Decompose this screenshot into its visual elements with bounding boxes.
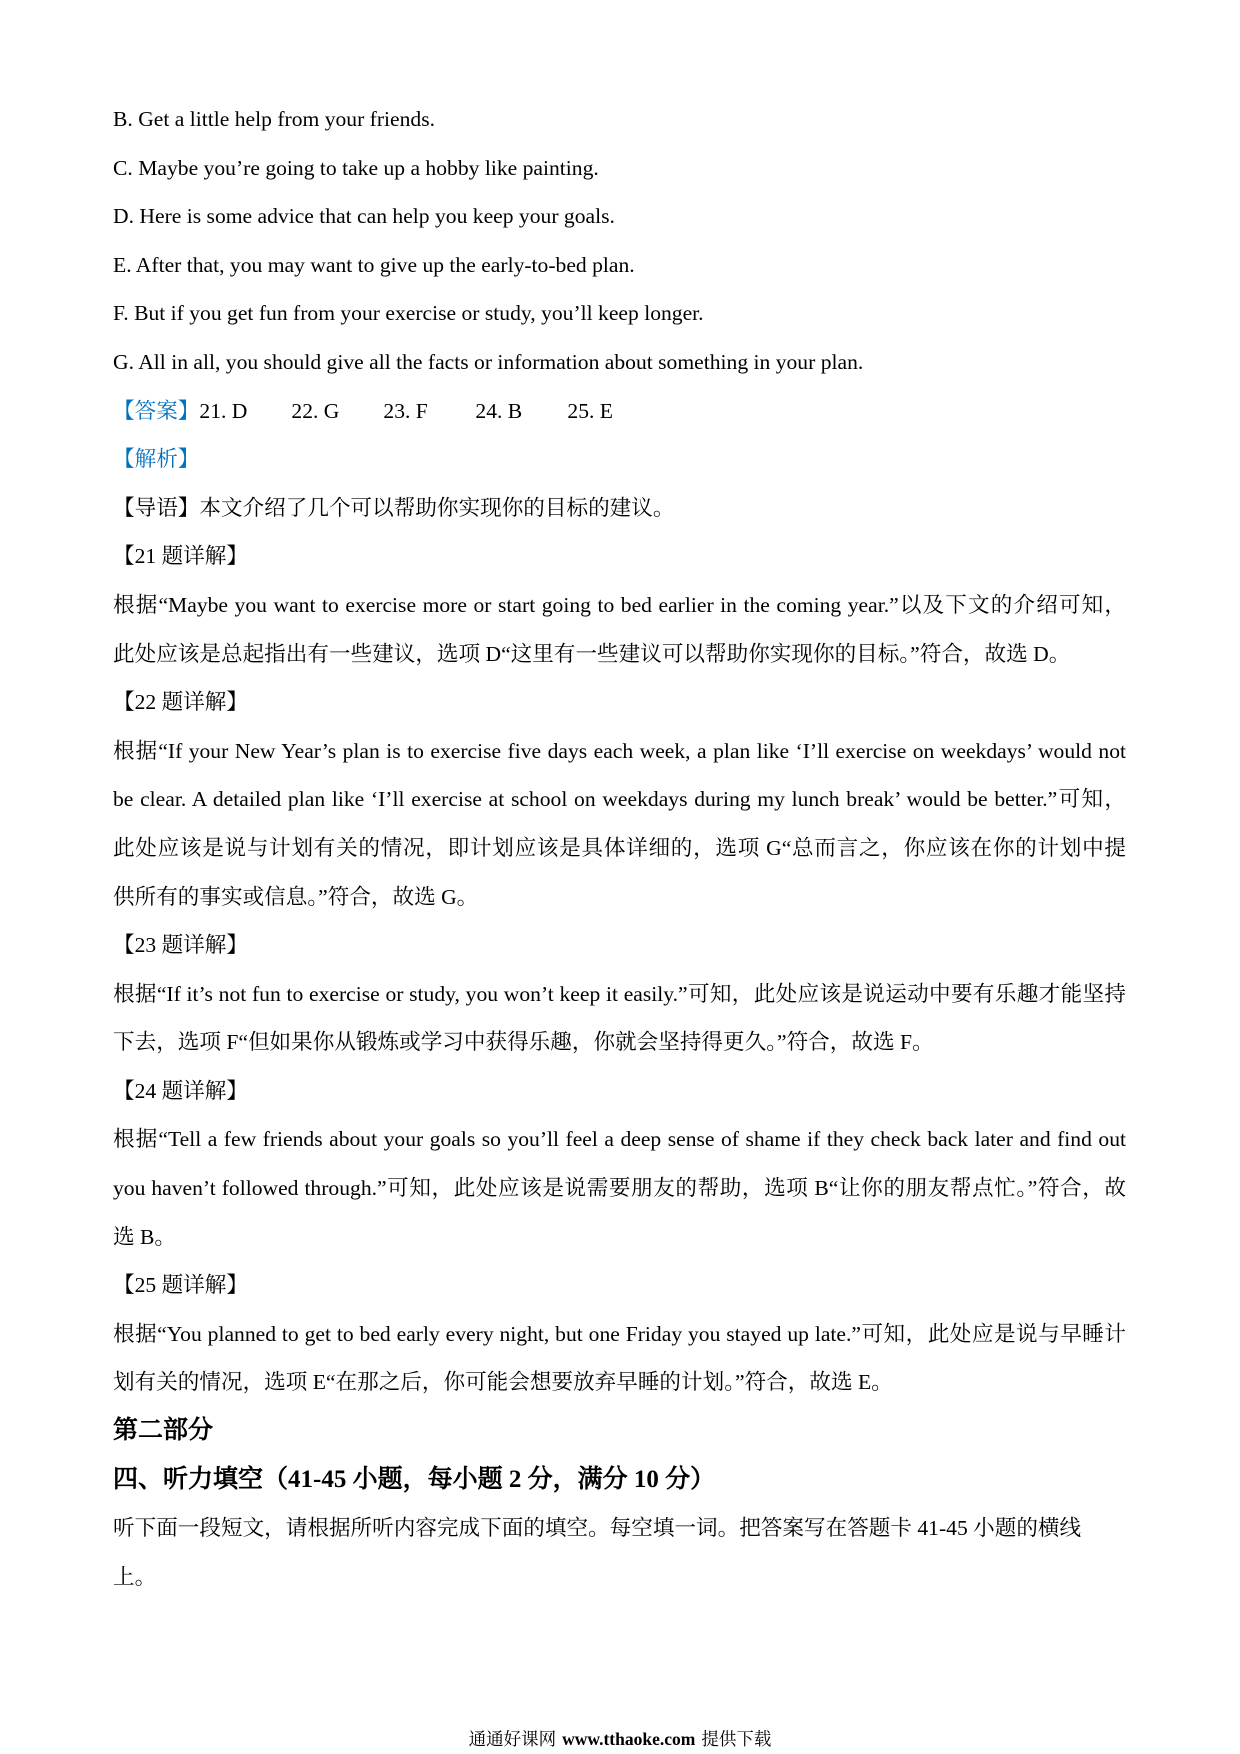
detail-22-text-line: 根据“If your New Year’s plan is to exercise five days each week, a plan like ‘I’ll exercise on weekdays’ would not: [113, 738, 1126, 763]
option-e: E. After that, you may want to give up the early-to-bed plan.: [113, 252, 635, 277]
detail-23-text-line: 下去，选项 F“但如果你从锻炼或学习中获得乐趣，你就会坚持得更久。”符合，故选 F。: [113, 1030, 934, 1055]
intro-text: 本文介绍了几个可以帮助你实现你的目标的建议。: [199, 495, 675, 520]
detail-25-heading: 【25 题详解】: [113, 1273, 248, 1298]
footer-url: www.tthaoke.com: [562, 1729, 696, 1749]
answer-label: 【答案】: [113, 398, 200, 423]
part-title: 第二部分: [113, 1417, 214, 1445]
analysis-label: 【解析】: [113, 447, 200, 472]
detail-24-text-line: 选 B。: [113, 1224, 176, 1249]
footer-site-name: 通通好课网: [468, 1729, 557, 1749]
detail-21-text-line: 此处应该是总起指出有一些建议，选项 D“这里有一些建议可以帮助你实现你的目标。”符合，故选 D。: [113, 641, 1071, 666]
detail-22-text-line: 此处应该是说与计划有关的情况，即计划应该是具体详细的，选项 G“总而言之，你应该在你的计划中提: [113, 835, 1126, 860]
option-g: G. All in all, you should give all the facts or information about something in your plan.: [113, 349, 864, 374]
detail-22-heading: 【22 题详解】: [113, 690, 248, 715]
detail-22-text-line: 供所有的事实或信息。”符合，故选 G。: [113, 884, 479, 909]
answer-item-21: 21. D: [199, 398, 248, 423]
instruction-line: 上。: [113, 1564, 157, 1589]
detail-25-text-line: 根据“You planned to get to bed early every night, but one Friday you stayed up late.”可知，此处应是说与早睡计: [113, 1321, 1126, 1346]
intro-line: [113, 484, 1126, 533]
detail-21-heading: 【21 题详解】: [113, 544, 248, 569]
detail-24-heading: 【24 题详解】: [113, 1078, 248, 1103]
intro-label: 【导语】: [113, 495, 200, 520]
detail-23-heading: 【23 题详解】: [113, 933, 248, 958]
detail-24-text-line: you haven’t followed through.”可知，此处应该是说需要朋友的帮助，选项 B“让你的朋友帮点忙。”符合，故: [113, 1176, 1126, 1201]
answer-item-24: 24. B: [475, 398, 523, 423]
detail-25-text-line: 划有关的情况，选项 E“在那之后，你可能会想要放弃早睡的计划。”符合，故选 E。: [113, 1370, 893, 1395]
option-b: B. Get a little help from your friends.: [113, 107, 436, 131]
detail-22-text-line: be clear. A detailed plan like ‘I’ll exercise at school on weekdays during my lunch break’ would be better.”可知，: [113, 787, 1126, 812]
footer-suffix: 提供下载: [701, 1729, 772, 1749]
answer-item-25: 25. E: [567, 398, 613, 423]
answer-item-23: 23. F: [383, 398, 428, 423]
option-d: D. Here is some advice that can help you keep your goals.: [113, 204, 615, 229]
page-footer: [0, 1727, 1240, 1751]
option-f: F. But if you get fun from your exercise or study, you’ll keep longer.: [113, 301, 704, 326]
page-content: [113, 95, 1126, 1601]
detail-24-text-line: 根据“Tell a few friends about your goals so you’ll feel a deep sense of shame if they check back later and find out: [113, 1127, 1126, 1152]
section-title: 四、听力填空（41-45 小题，每小题 2 分，满分 10 分）: [113, 1465, 716, 1493]
option-c: C. Maybe you’re going to take up a hobby like painting.: [113, 155, 599, 180]
detail-21-text-line: 根据“Maybe you want to exercise more or start going to bed earlier in the coming year.”以及下文的介绍可知，: [113, 592, 1126, 617]
answer-line: [113, 387, 1126, 436]
answer-item-22: 22. G: [291, 398, 340, 423]
detail-23-text-line: 根据“If it’s not fun to exercise or study, you won’t keep it easily.”可知，此处应该是说运动中要有乐趣才能坚持: [113, 981, 1126, 1006]
instruction-line: 听下面一段短文，请根据所听内容完成下面的填空。每空填一词。把答案写在答题卡 41-45 小题的横线: [113, 1516, 1082, 1541]
